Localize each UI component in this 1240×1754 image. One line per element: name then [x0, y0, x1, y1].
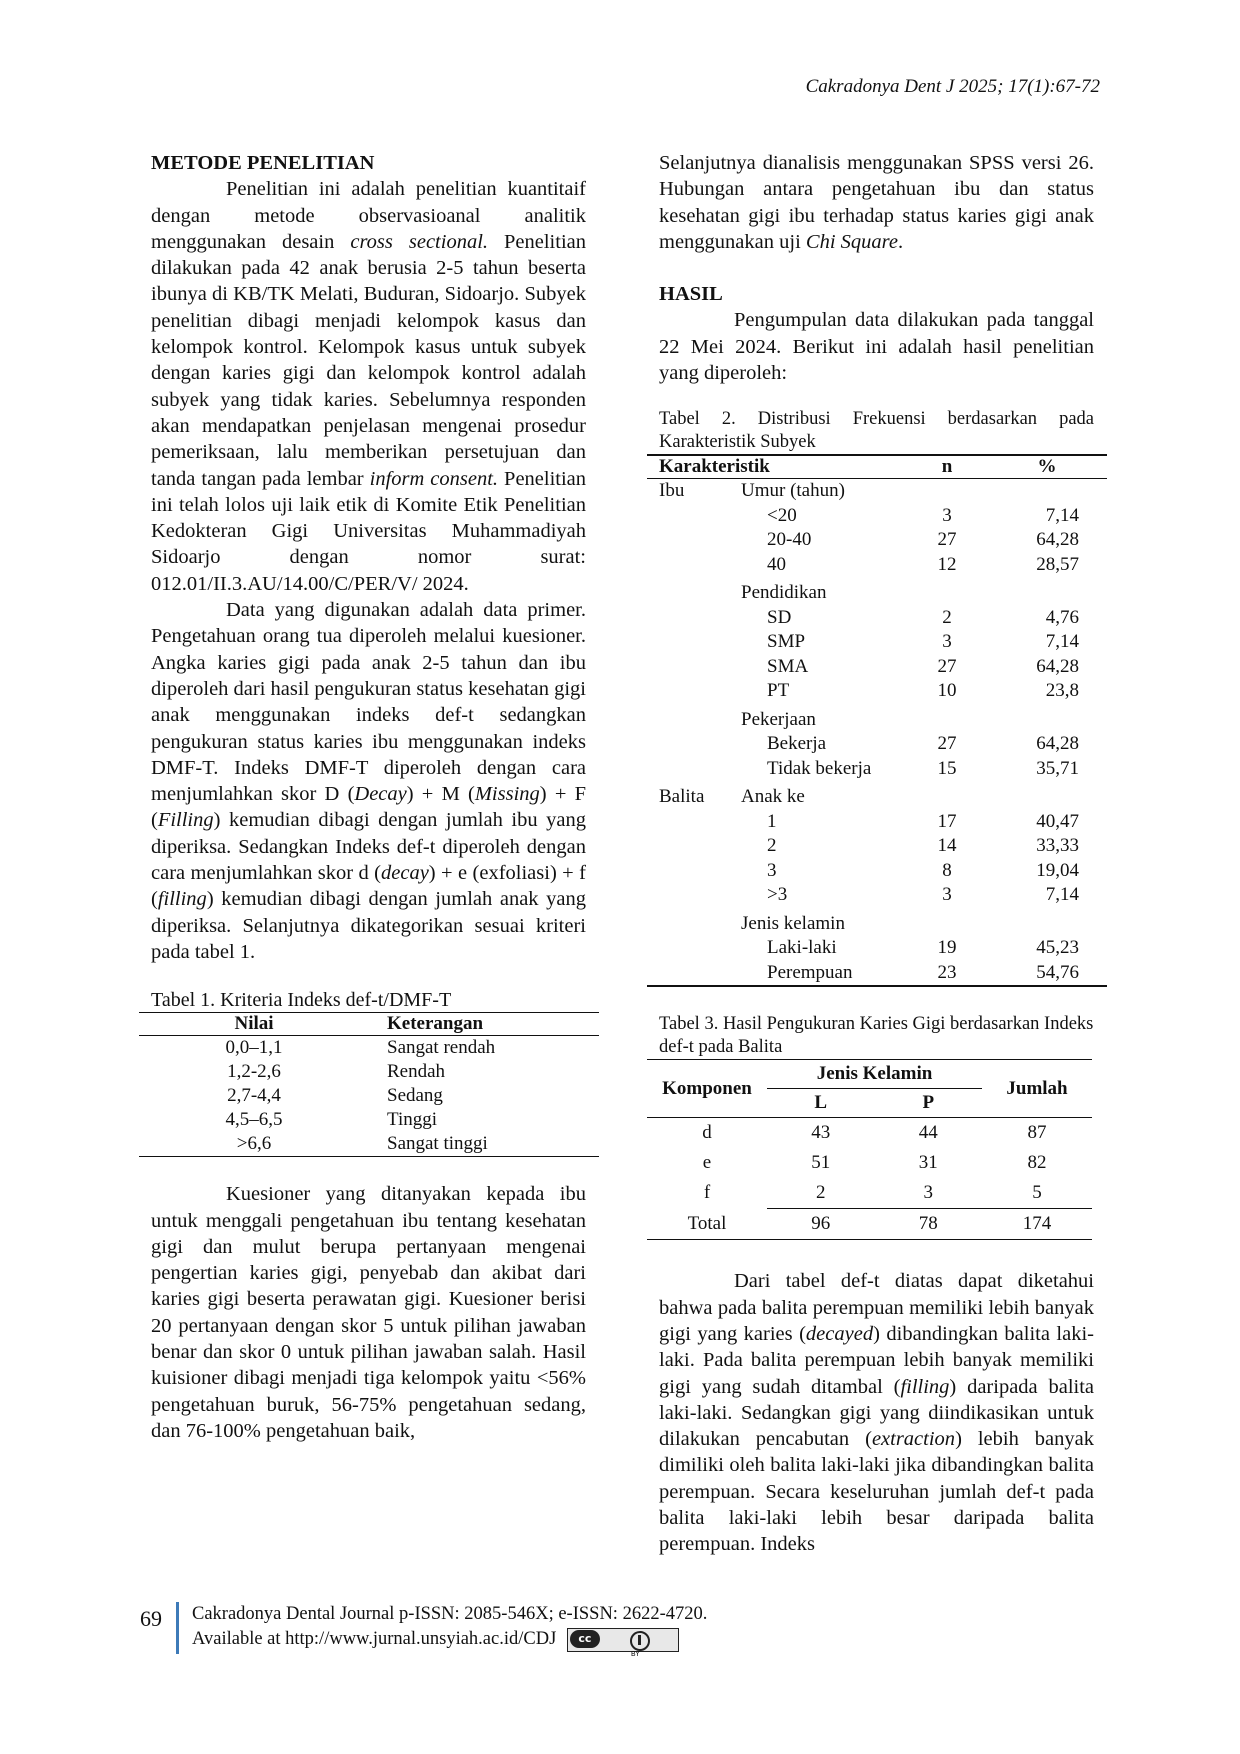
- table3-cell: f: [703, 1182, 711, 1204]
- table2-cell-n: 10: [937, 680, 957, 702]
- table2-cell-pct: 7,14: [1045, 504, 1079, 526]
- by-label: BY: [630, 1649, 640, 1658]
- table2-cell-n: 19: [937, 937, 957, 959]
- table2-cell-label: 1: [767, 810, 777, 832]
- table2-cell-pct: [987, 479, 1107, 504]
- table2-header-pct: %: [987, 455, 1107, 479]
- table2-cell-label: Tidak bekerja: [767, 757, 872, 779]
- table2-cell-n: 17: [937, 810, 957, 832]
- table2-cell-group: [647, 961, 729, 987]
- section-heading-metode: METODE PENELITIAN: [151, 152, 375, 174]
- table2-row: [647, 810, 1107, 835]
- table3-cell: 44: [918, 1122, 938, 1144]
- paragraph-kuesioner: Kuesioner yang ditanyakan kepada ibu untuk menggali pengetahuan ibu tentang kesehatan gigi dan mulut berupa pertanyaan mengenai pengertian karies gigi, penyebab dan akibat dari karies gigi beserta perawatan gigi. Kuesioner berisi 20 pertanyaan dengan skor 5 untuk pilihan jawaban benar dan skor 0 untuk pilihan jawaban salah. Hasil kuisioner dibagi menjadi tiga kelompok yaitu <56% pengetahuan buruk, 56-75% pengetahuan sedang, dan 76-100% pengetahuan baik,: [151, 1183, 586, 1442]
- table2-cell-pct: 54,76: [1036, 961, 1079, 983]
- table2-cell-n: 27: [937, 733, 957, 755]
- table2-cell-n: 3: [942, 631, 952, 653]
- table1-cell-keterangan: Rendah: [387, 1061, 446, 1083]
- table2-cell-label: 2: [767, 835, 777, 857]
- table3-header-jumlah: Jumlah: [1006, 1077, 1068, 1099]
- table2-cell-group: [647, 630, 729, 655]
- table3-header-p: P: [922, 1092, 935, 1114]
- table2-cell-pct: 23,8: [1045, 680, 1079, 702]
- table2-cell-pct: 40,47: [1036, 810, 1079, 832]
- table1-cell-keterangan: Sangat rendah: [387, 1037, 496, 1059]
- table2-cell-n: 27: [937, 529, 957, 551]
- table2-cell-pct: [987, 908, 1107, 937]
- table2-row: [647, 883, 1107, 908]
- table2-cell-label: Bekerja: [767, 733, 827, 755]
- running-header: Cakradonya Dent J 2025; 17(1):67-72: [805, 76, 1100, 97]
- footer-url[interactable]: Available at http://www.jurnal.unsyiah.ac.id/CDJ: [192, 1629, 557, 1649]
- paragraph-method: Penelitian ini adalah penelitian kuantitaif dengan metode observasioanal analitik menggunakan desain cross sectional. Penelitian dilakukan pada 42 anak berusia 2-5 tahun beserta ibunya di KB/TK Melati, Buduran, Sidoarjo. Subyek penelitian dibagi menjadi kelompok kasus dan kelompok kontrol. Kelompok kasus untuk subyek dengan karies gigi dan kelompok kontrol adalah subyek yang tidak karies. Sebelumnya responden akan mendapatkan penjelasan mengenai prosedur pemeriksaan, lalu memberikan persetujuan dan tanda tangan pada lembar inform consent. Penelitian ini telah lolos uji laik etik di Komite Etik Penelitian Kedokteran Gigi Universitas Muhammadiyah Sidoarjo dengan nomor surat: 012.01/II.3.AU/14.00/C/PER/V/ 2024.: [151, 178, 587, 595]
- table2-cell-n: 3: [942, 504, 952, 526]
- table2-cell-group: [647, 679, 729, 704]
- table1-cell-nilai: 1,2-2,6: [227, 1061, 281, 1083]
- table2-cell-pct: 7,14: [1045, 631, 1079, 653]
- table3-cell: e: [702, 1152, 712, 1174]
- table2-cell-label: 3: [767, 859, 777, 881]
- table2-cell-n: [907, 781, 987, 810]
- table2-cell-label: Anak ke: [741, 786, 805, 808]
- table2-cell-n: 23: [937, 961, 957, 983]
- table2-row: [647, 757, 1107, 782]
- table2-cell-group: [647, 810, 729, 835]
- table3-header-komponen: Komponen: [662, 1077, 752, 1099]
- table2-header-n: n: [907, 455, 987, 479]
- paragraph-analysis: Selanjutnya dianalisis menggunakan SPSS versi 26. Hubungan antara pengetahuan ibu dan status kesehatan gigi ibu terhadap status karies gigi anak menggunakan uji Chi Square.: [659, 152, 1094, 253]
- table2-cell-group: [647, 732, 729, 757]
- table2-row: [647, 630, 1107, 655]
- table1: [139, 1012, 599, 1157]
- table3-cell: 82: [1027, 1152, 1047, 1174]
- paragraph-hasil: Pengumpulan data dilakukan pada tanggal 22 Mei 2024. Berikut ini adalah hasil penelitian yang diperoleh:: [659, 309, 1094, 385]
- footer-issn: Cakradonya Dental Journal p-ISSN: 2085-546X; e-ISSN: 2622-4720.: [192, 1604, 708, 1624]
- table3-row: [647, 1148, 1092, 1178]
- paragraph-discussion: Dari tabel def-t diatas dapat diketahui bahwa pada balita perempuan memiliki lebih banyak gigi yang karies (decayed) dibandingkan balita laki-laki. Pada balita perempuan lebih banyak memiliki gigi yang sudah ditambal (filling) daripada balita laki-laki. Sedangkan gigi yang diindikasikan untuk dilakukan pencabutan (extraction) lebih banyak dimiliki oleh balita laki-laki jika dibandingkan balita perempuan. Secara keseluruhan jumlah def-t pada balita laki-laki lebih besar daripada balita perempuan. Indeks: [659, 1270, 1095, 1556]
- table2-cell-group: [647, 553, 729, 578]
- table1-header-nilai: Nilai: [139, 1013, 369, 1036]
- table2-cell-n: 12: [937, 553, 957, 575]
- table3-cell: 2: [767, 1178, 875, 1209]
- table3-total-cell: Total: [647, 1209, 767, 1240]
- table2-row: [647, 553, 1107, 578]
- table2-cell-group: [647, 655, 729, 680]
- section-heading-hasil: HASIL: [659, 283, 723, 306]
- table2-cell-pct: 7,14: [1045, 884, 1079, 906]
- table2-cell-pct: 19,04: [1036, 859, 1079, 881]
- table2-cell-n: [907, 908, 987, 937]
- table2-cell-pct: 4,76: [1045, 606, 1079, 628]
- table2-cell-group: [647, 883, 729, 908]
- table3-total-cell: 78: [875, 1209, 983, 1240]
- table2-cell-n: 3: [942, 884, 952, 906]
- table2-row: [647, 655, 1107, 680]
- table2-cell-label: Pendidikan: [741, 582, 827, 604]
- table2-row: [647, 606, 1107, 631]
- table2-cell-label: Pekerjaan: [741, 708, 816, 730]
- table2-row: [647, 781, 1107, 810]
- table2-row: [647, 961, 1107, 987]
- table2-cell-label: SD: [767, 606, 792, 628]
- table2-row: [647, 732, 1107, 757]
- table2-cell-pct: 33,33: [1036, 835, 1079, 857]
- table2-cell-label: Jenis kelamin: [741, 912, 845, 934]
- table2-cell-group: [647, 704, 729, 733]
- table2: [647, 454, 1107, 987]
- table3-header-l: L: [814, 1092, 828, 1114]
- table1-caption: Tabel 1. Kriteria Indeks def-t/DMF-T: [151, 989, 452, 1012]
- table3-cell: 87: [1027, 1122, 1047, 1144]
- table2-cell-pct: [987, 781, 1107, 810]
- table2-cell-group: [647, 834, 729, 859]
- table3-caption: Tabel 3. Hasil Pengukuran Karies Gigi berdasarkan Indeks def-t pada Balita: [659, 1014, 1094, 1058]
- table2-cell-group: [647, 504, 729, 529]
- table2-cell-label: PT: [767, 680, 790, 702]
- table2-row: [647, 908, 1107, 937]
- table2-cell-group: [647, 757, 729, 782]
- table1-row: [139, 1108, 599, 1132]
- table2-cell-n: [907, 577, 987, 606]
- table1-cell-keterangan: Tinggi: [387, 1109, 437, 1131]
- table3-total-cell: 96: [767, 1209, 875, 1240]
- table2-cell-label: >3: [767, 884, 788, 906]
- table1-cell-nilai: >6,6: [236, 1133, 272, 1155]
- table1-row: [139, 1084, 599, 1108]
- table2-cell-group: [647, 528, 729, 553]
- table2-cell-pct: [987, 577, 1107, 606]
- table1-row: [139, 1132, 599, 1157]
- table2-row: [647, 936, 1107, 961]
- table2-cell-n: [907, 704, 987, 733]
- table2-row: [647, 704, 1107, 733]
- table2-cell-label: Perempuan: [767, 961, 853, 983]
- table3-cell: 43: [811, 1122, 831, 1144]
- table2-cell-n: 2: [942, 606, 952, 628]
- table2-cell-group: Ibu: [659, 480, 685, 502]
- table2-cell-label: 40: [767, 553, 786, 575]
- table2-cell-pct: [987, 704, 1107, 733]
- table2-cell-n: [907, 479, 987, 504]
- table1-cell-nilai: 4,5–6,5: [225, 1109, 283, 1131]
- footer-divider: [176, 1602, 179, 1654]
- table2-cell-label: SMP: [767, 631, 806, 653]
- table2-cell-pct: 28,57: [1036, 553, 1079, 575]
- table2-header-karakteristik: Karakteristik: [647, 455, 907, 479]
- table1-cell-nilai: 2,7-4,4: [227, 1085, 281, 1107]
- table2-cell-pct: 64,28: [1036, 655, 1079, 677]
- table2-row: [647, 679, 1107, 704]
- table2-cell-group: [647, 859, 729, 884]
- table2-row: [647, 504, 1107, 529]
- table2-cell-group: [647, 908, 729, 937]
- table2-cell-pct: 45,23: [1036, 937, 1079, 959]
- paragraph-data: Data yang digunakan adalah data primer. Pengetahuan orang tua diperoleh melalui kuesioner. Angka karies gigi pada anak 2-5 tahun dan ibu diperoleh dari hasil pengukuran status kesehatan gigi anak menggunakan indeks def-t sedangkan pengukuran status karies ibu menggunakan indeks DMF-T. Indeks DMF-T diperoleh dengan cara menjumlahkan skor D (Decay) + M (Missing) + F (Filling) kemudian dibagi dengan jumlah ibu yang diperiksa. Sedangkan Indeks def-t diperoleh dengan cara menjumlahkan skor d (decay) + e (exfoliasi) + f (filling) kemudian dibagi dengan jumlah anak yang diperiksa. Selanjutnya dikategorikan sesuai kriteri pada tabel 1.: [151, 599, 586, 963]
- table3-total-cell: 174: [982, 1209, 1092, 1240]
- table2-cell-group: [647, 606, 729, 631]
- table1-header-keterangan: Keterangan: [369, 1013, 599, 1036]
- table3-total-row: [647, 1209, 1092, 1240]
- table3-row: [647, 1118, 1092, 1149]
- table2-cell-label: 20-40: [767, 529, 812, 551]
- cc-icon: cc: [570, 1630, 600, 1648]
- cc-by-license-icon[interactable]: [567, 1628, 679, 1658]
- table2-cell-n: 8: [942, 859, 952, 881]
- table3-cell: 3: [875, 1178, 983, 1209]
- table2-cell-label: Laki-laki: [767, 937, 837, 959]
- table3-cell: 31: [918, 1152, 938, 1174]
- table1-row: [139, 1060, 599, 1084]
- table2-cell-pct: 64,28: [1036, 529, 1079, 551]
- table3-header-jenis-kelamin: Jenis Kelamin: [767, 1060, 982, 1089]
- table3-cell: 51: [811, 1152, 831, 1174]
- table1-cell-nilai: 0,0–1,1: [225, 1037, 283, 1059]
- table3: [647, 1059, 1092, 1240]
- left-column: [151, 150, 586, 1444]
- table2-row: [647, 528, 1107, 553]
- table2-row: [647, 577, 1107, 606]
- right-column: [659, 150, 1094, 1558]
- table2-cell-group: [647, 577, 729, 606]
- table3-row: [647, 1178, 1092, 1209]
- footer-text: [192, 1602, 708, 1658]
- table3-cell: d: [702, 1122, 712, 1144]
- table2-cell-group: Balita: [659, 786, 705, 808]
- table2-cell-pct: 35,71: [1036, 757, 1079, 779]
- table2-cell-label: SMA: [767, 655, 809, 677]
- table1-cell-keterangan: Sedang: [387, 1085, 443, 1107]
- table3-cell: 5: [982, 1178, 1092, 1209]
- table2-row: [647, 859, 1107, 884]
- table2-caption: Tabel 2. Distribusi Frekuensi berdasarkan pada Karakteristik Subyek: [659, 409, 1094, 453]
- table2-cell-label: <20: [767, 504, 797, 526]
- page-number: 69: [140, 1606, 162, 1631]
- table2-row: [647, 479, 1107, 504]
- table1-cell-keterangan: Sangat tinggi: [387, 1133, 488, 1155]
- table2-cell-label: Umur (tahun): [741, 480, 845, 502]
- table2-row: [647, 834, 1107, 859]
- table2-cell-pct: 64,28: [1036, 733, 1079, 755]
- table2-cell-n: 27: [937, 655, 957, 677]
- table2-cell-n: 15: [937, 757, 957, 779]
- table2-cell-group: [647, 936, 729, 961]
- table2-cell-n: 14: [937, 835, 957, 857]
- table1-row: [139, 1036, 599, 1061]
